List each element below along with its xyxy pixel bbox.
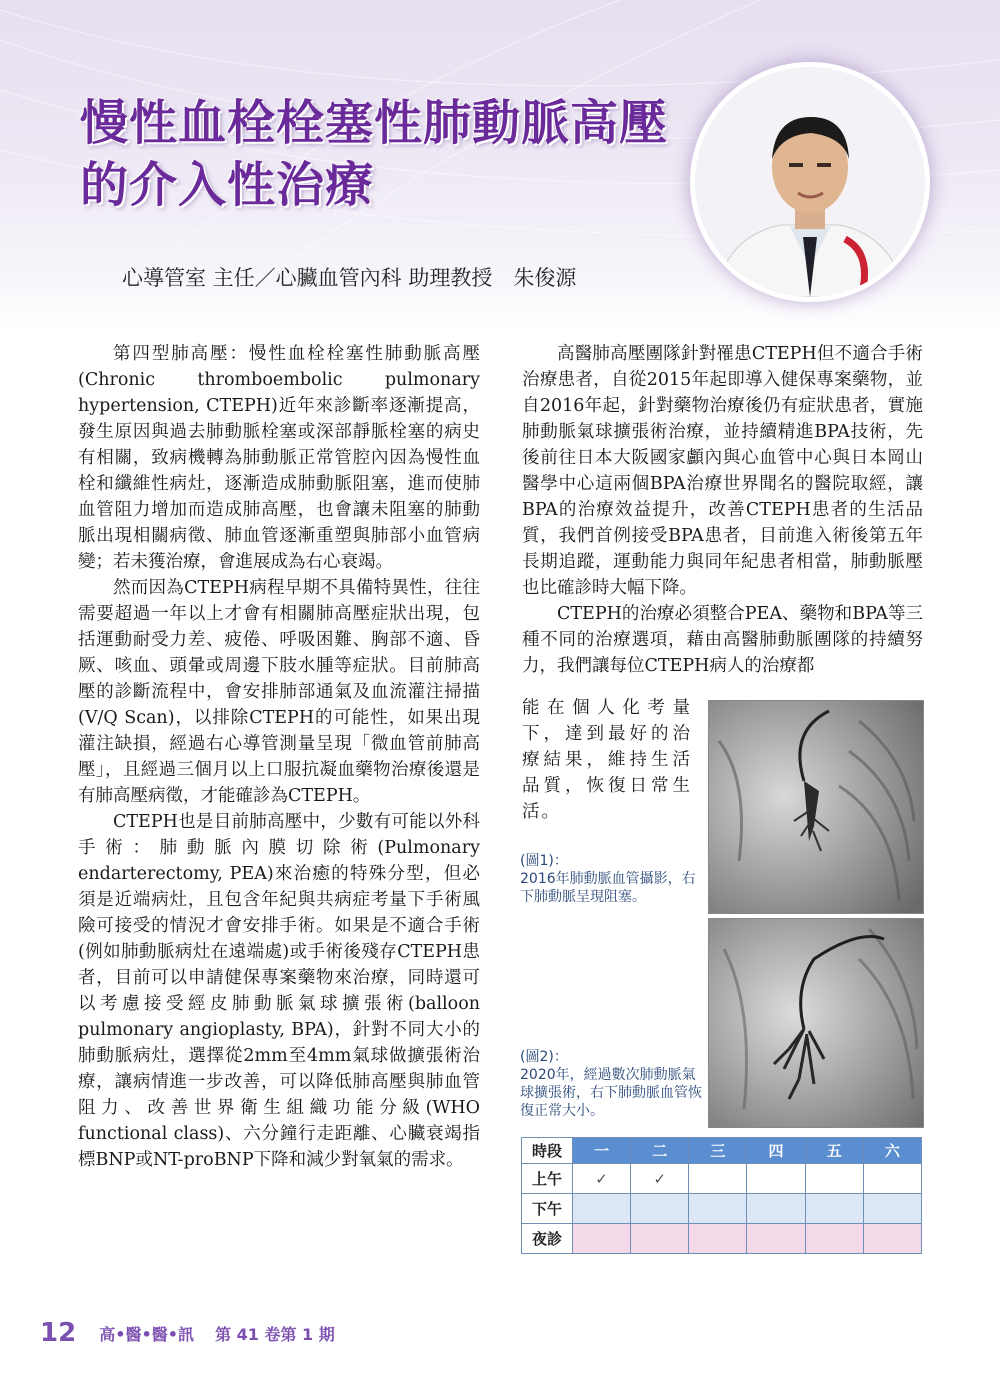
left-column bbox=[78, 341, 480, 1173]
schedule-cell bbox=[573, 1194, 631, 1224]
figure-label: (圖2)： bbox=[520, 1049, 568, 1065]
angiogram-image bbox=[709, 701, 923, 913]
figure-1-angiogram bbox=[708, 700, 924, 914]
page-number: 12 bbox=[40, 1318, 77, 1348]
journal-name: 高•醫•醫•訊 bbox=[99, 1324, 194, 1344]
figure-label: (圖1)： bbox=[520, 853, 568, 869]
schedule-cell bbox=[689, 1224, 747, 1254]
figure-2-caption bbox=[520, 1048, 705, 1120]
paragraph: CTEPH也是目前肺高壓中，少數有可能以外科手術：肺動脈內膜切除術(Pulmonary endarterectomy, PEA)來治癒的特殊分型，但必須是近端病灶，且包含年紀與共病症考量下手術風險可接受的情況才會安排手術。如果是不適合手術(例如肺動脈病灶在遠端處)或手術後殘存CTEPH患者，目前可以申請健保專案藥物來治療，同時還可以考慮接受經皮肺動脈氣球擴張術(balloon pulmonary angioplasty, BPA)，針對不同大小的肺動脈病灶，選擇從2mm至4mm氣球做擴張術治療，讓病情進一步改善，可以降低肺高壓與肺血管阻力、改善世界衛生組織功能分級(WHO functional class)、六分鐘行走距離、心臟衰竭指標BNP或NT-proBNP下降和減少對氧氣的需求。 bbox=[78, 812, 480, 1170]
paragraph: 能在個人化考量下，達到最好的治療結果，維持生活品質，恢復日常生活。 bbox=[522, 698, 692, 822]
schedule-cell bbox=[631, 1194, 689, 1224]
figure-2-angiogram bbox=[708, 918, 924, 1128]
author-byline: 心導管室 主任／心臟血管內科 助理教授 朱俊源 bbox=[122, 266, 577, 290]
paragraph: 高醫肺高壓團隊針對罹患CTEPH但不適合手術治療患者，自從2015年起即導入健保專案藥物，並自2016年起，針對藥物治療後仍有症狀患者，實施肺動脈氣球擴張術治療，並持續精進BPA技術，先後前往日本大阪國家顱內與心血管中心與日本岡山醫學中心這兩個BPA治療世界聞名的醫院取經，讓BPA的治療效益提升，改善CTEPH患者的生活品質，我們首例接受BPA患者，目前進入術後第五年長期追蹤，運動能力與同年紀患者相當，肺動脈壓也比確診時大幅下降。 bbox=[522, 344, 923, 598]
page-footer bbox=[40, 1318, 335, 1348]
schedule-cell: ✓ bbox=[631, 1164, 689, 1194]
day-header: 六 bbox=[863, 1138, 921, 1164]
paragraph: 第四型肺高壓：慢性血栓栓塞性肺動脈高壓(Chronic thromboembolic pulmonary hypertension, CTEPH)近年來診斷率逐漸提高，發生原因與過去肺動脈栓塞或深部靜脈栓塞的病史有相關，致病機轉為肺動脈正常管腔內因為慢性血栓和纖維性病灶，逐漸造成肺動脈阻塞，進而使肺血管阻力增加而造成肺高壓，也會讓未阻塞的肺動脈出現相關病徵、肺血管逐漸重塑與肺部小血管病變；若未獲治療，會進展成為右心衰竭。 bbox=[78, 344, 480, 572]
schedule-cell bbox=[805, 1194, 863, 1224]
figure-1-caption bbox=[520, 852, 705, 906]
schedule-cell: ✓ bbox=[573, 1164, 631, 1194]
clinic-schedule-table bbox=[521, 1137, 922, 1254]
paragraph: CTEPH的治療必須整合PEA、藥物和BPA等三種不同的治療選項，藉由高醫肺動脈團隊的持續努力，我們讓每位CTEPH病人的治療都 bbox=[522, 604, 923, 676]
schedule-cell bbox=[631, 1224, 689, 1254]
day-header: 二 bbox=[631, 1138, 689, 1164]
figure-caption-text: 2020年，經過數次肺動脈氣球擴張術，右下肺動脈血管恢復正常大小。 bbox=[520, 1067, 702, 1119]
schedule-cell bbox=[689, 1164, 747, 1194]
wrapped-paragraph-end bbox=[522, 695, 692, 825]
table-row bbox=[522, 1224, 922, 1254]
day-header: 三 bbox=[689, 1138, 747, 1164]
article-title bbox=[80, 92, 668, 216]
figure-caption-text: 2016年肺動脈血管攝影，右下肺動脈呈現阻塞。 bbox=[520, 871, 696, 905]
issue-info: 第 41 卷第 1 期 bbox=[215, 1324, 335, 1344]
schedule-cell bbox=[747, 1194, 805, 1224]
day-header: 五 bbox=[805, 1138, 863, 1164]
schedule-cell bbox=[863, 1164, 921, 1194]
angiogram-image bbox=[709, 919, 923, 1127]
author-photo bbox=[695, 67, 925, 297]
session-label: 下午 bbox=[522, 1194, 573, 1224]
session-label: 上午 bbox=[522, 1164, 573, 1194]
session-label: 夜診 bbox=[522, 1224, 573, 1254]
schedule-cell bbox=[689, 1194, 747, 1224]
right-column bbox=[522, 341, 923, 679]
day-header: 四 bbox=[747, 1138, 805, 1164]
table-row bbox=[522, 1194, 922, 1224]
schedule-cell bbox=[747, 1164, 805, 1194]
day-header: 一 bbox=[573, 1138, 631, 1164]
schedule-cell bbox=[863, 1224, 921, 1254]
title-line-1: 慢性血栓栓塞性肺動脈高壓 bbox=[80, 95, 669, 151]
schedule-cell bbox=[863, 1194, 921, 1224]
schedule-cell bbox=[805, 1224, 863, 1254]
paragraph: 然而因為CTEPH病程早期不具備特異性，往往需要超過一年以上才會有相關肺高壓症狀出現，包括運動耐受力差、疲倦、呼吸困難、胸部不適、昏厥、咳血、頭暈或周邊下肢水腫等症狀。目前肺高壓的診斷流程中，會安排肺部通氣及血流灌注掃描(V/Q Scan)，以排除CTEPH的可能性，如果出現灌注缺損，經過右心導管測量呈現「微血管前肺高壓」，且經過三個月以上口服抗凝血藥物治療後還是有肺高壓病徵，才能確診為CTEPH。 bbox=[78, 578, 480, 806]
schedule-cell bbox=[573, 1224, 631, 1254]
title-line-2: 的介入性治療 bbox=[80, 157, 375, 213]
schedule-cell bbox=[805, 1164, 863, 1194]
schedule-corner: 時段 bbox=[522, 1138, 573, 1164]
author-portrait bbox=[690, 62, 930, 302]
table-row bbox=[522, 1164, 922, 1194]
schedule-cell bbox=[747, 1224, 805, 1254]
